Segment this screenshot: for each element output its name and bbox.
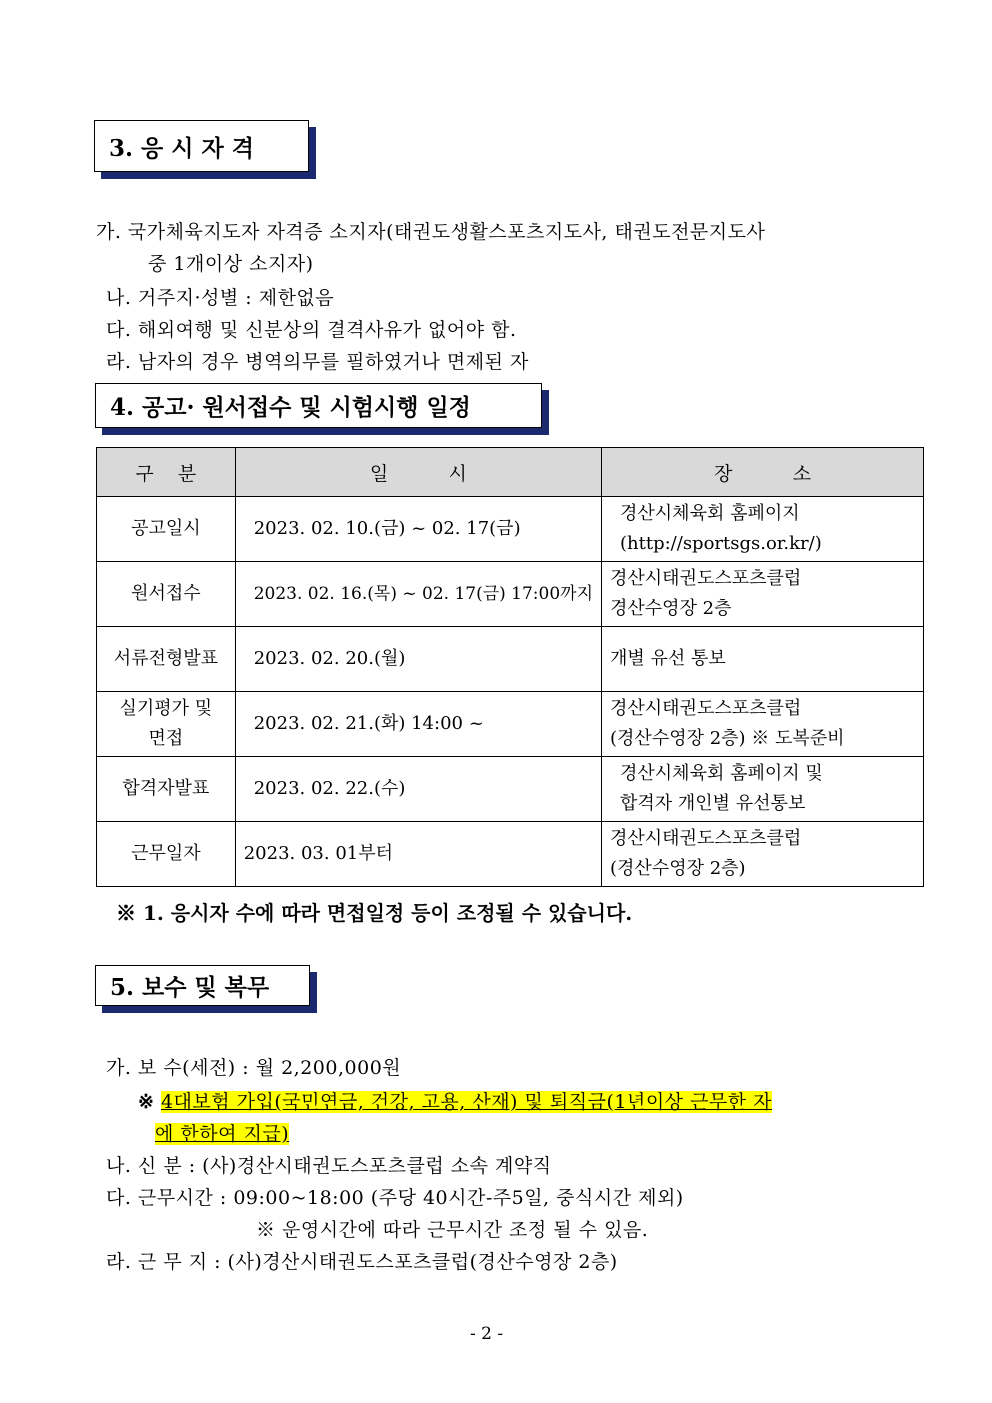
table-row [97, 627, 924, 692]
place-line: (경산수영장 2층) ※ 도복준비 [610, 728, 845, 749]
row-place [602, 692, 924, 757]
eligibility-item-1-cont: 중 1개이상 소지자) [148, 253, 314, 275]
row-category: 합격자발표 [97, 757, 236, 822]
row-category: 서류전형발표 [97, 627, 236, 692]
place-line: 경산시태권도스포츠클럽 [610, 698, 802, 719]
pay-note-line-1 [138, 1087, 772, 1114]
row-category: 공고일시 [97, 497, 236, 562]
row-place [602, 757, 924, 822]
eligibility-item-3: 다. 해외여행 및 신분상의 결격사유가 없어야 함. [106, 319, 517, 341]
table-row [97, 692, 924, 757]
place-line: (경산수영장 2층) [610, 858, 746, 879]
place-line: 개별 유선 통보 [610, 648, 726, 669]
place-line: 경산시체육회 홈페이지 [620, 503, 800, 524]
row-datetime: 2023. 02. 20.(월) [235, 627, 601, 692]
hours-note-line: ※ 운영시간에 따라 근무시간 조정 될 수 있음. [256, 1219, 649, 1241]
row-datetime: 2023. 02. 16.(목) ~ 02. 17(금) 17:00까지 [235, 562, 601, 627]
header-datetime: 일 시 [235, 448, 601, 497]
row-place [602, 627, 924, 692]
eligibility-item-4: 라. 남자의 경우 병역의무를 필하였거나 면제된 자 [106, 351, 529, 373]
place-line: (http://sportsgs.or.kr/) [620, 533, 822, 554]
table-row [97, 822, 924, 887]
page-number: - 2 - [470, 1324, 504, 1344]
row-place [602, 562, 924, 627]
location-line: 라. 근 무 지 : (사)경산시태권도스포츠클럽(경산수영장 2층) [106, 1251, 618, 1273]
section-5-heading [95, 965, 310, 1006]
eligibility-item-2: 나. 거주지·성별 : 제한없음 [106, 287, 335, 309]
place-line: 경산시태권도스포츠클럽 [610, 568, 802, 589]
row-category: 실기평가 및 면접 [97, 692, 236, 757]
table-row [97, 757, 924, 822]
schedule-note: ※ 1. 응시자 수에 따라 면접일정 등이 조정될 수 있습니다. [116, 901, 633, 925]
status-line: 나. 신 분 : (사)경산시태권도스포츠클럽 소속 계약직 [106, 1155, 552, 1177]
section-4-heading [95, 383, 542, 428]
header-place: 장 소 [602, 448, 924, 497]
row-datetime: 2023. 03. 01부터 [235, 822, 601, 887]
schedule-table [96, 447, 924, 887]
pay-note-text-2: 에 한하여 지급) [155, 1123, 290, 1145]
pay-line: 가. 보 수(세전) : 월 2,200,000원 [106, 1057, 402, 1079]
section-3-title: 3. 응 시 자 격 [109, 134, 254, 162]
pay-note-text-1: 4대보험 가입(국민연금, 건강, 고용, 산재) 및 퇴직금(1년이상 근무한 자 [160, 1091, 773, 1113]
place-line: 경산시태권도스포츠클럽 [610, 828, 802, 849]
row-place [602, 822, 924, 887]
eligibility-item-1: 가. 국가체육지도자 자격증 소지자(태권도생활스포츠지도사, 태권도전문지도사 [96, 221, 766, 243]
row-datetime: 2023. 02. 10.(금) ~ 02. 17(금) [235, 497, 601, 562]
hours-line: 다. 근무시간 : 09:00~18:00 (주당 40시간-주5일, 중식시간 제외) [106, 1187, 684, 1209]
place-line: 합격자 개인별 유선통보 [620, 793, 806, 814]
row-category: 근무일자 [97, 822, 236, 887]
pay-note-line-2 [155, 1119, 289, 1146]
section-5-title: 5. 보수 및 복무 [110, 974, 270, 1001]
table-row [97, 497, 924, 562]
row-category: 원서접수 [97, 562, 236, 627]
section-3-heading [94, 120, 309, 172]
pay-note-mark: ※ [138, 1091, 155, 1113]
header-category: 구 분 [97, 448, 236, 497]
row-datetime: 2023. 02. 21.(화) 14:00 ~ [235, 692, 601, 757]
place-line: 경산수영장 2층 [610, 598, 732, 619]
place-line: 경산시체육회 홈페이지 및 [620, 763, 823, 784]
table-row [97, 562, 924, 627]
row-datetime: 2023. 02. 22.(수) [235, 757, 601, 822]
table-header-row [97, 448, 924, 497]
section-4-title: 4. 공고· 원서접수 및 시험시행 일정 [110, 394, 471, 421]
row-place [602, 497, 924, 562]
